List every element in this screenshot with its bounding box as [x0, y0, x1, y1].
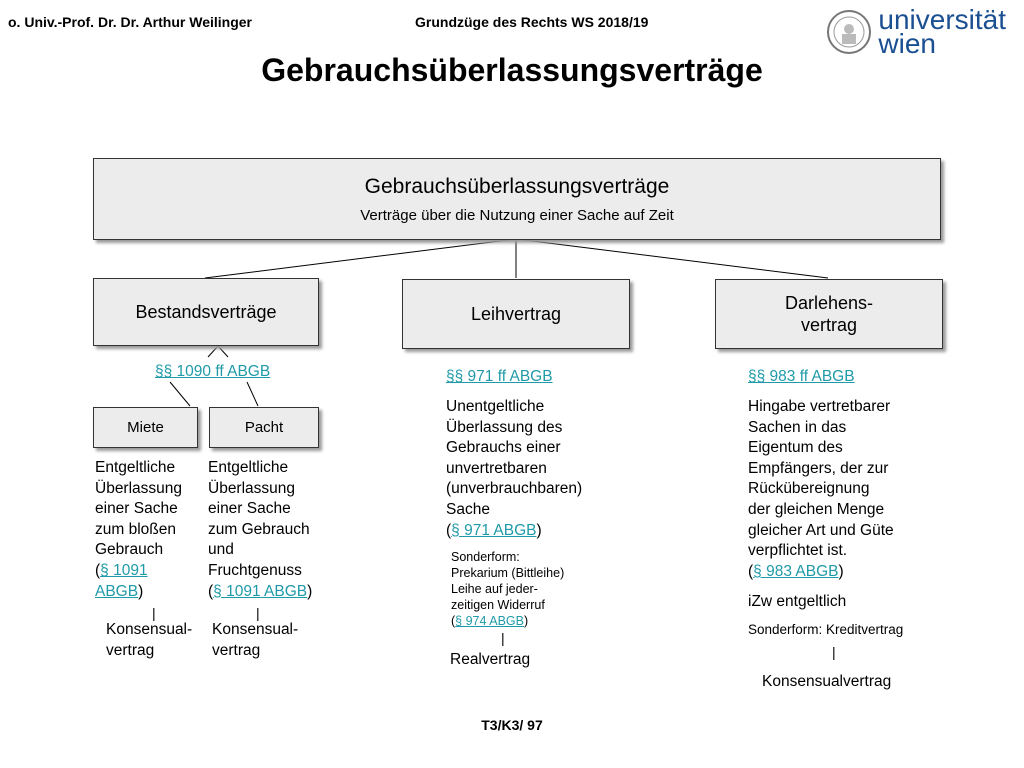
pacht-box: [209, 407, 319, 448]
paren-open: (: [208, 582, 214, 600]
paren-close: ): [307, 582, 313, 600]
leih-special-ref-link[interactable]: § 974 ABGB: [455, 614, 524, 628]
miete-desc-line: Überlassung: [95, 479, 183, 497]
darlehen-ref-link[interactable]: §§ 983 ff ABGB: [748, 368, 855, 385]
leih-special-line: Leihe auf jeder-: [451, 582, 538, 596]
wordmark-line1: universität: [878, 4, 1006, 35]
leih-special-line: Prekarium (Bittleihe): [451, 566, 565, 580]
pacht-ref-line: [208, 582, 312, 603]
darlehen-desc-line: der gleichen Menge: [748, 500, 885, 518]
darlehen-desc-line: Eigentum des: [748, 439, 843, 457]
pacht-desc-line: Entgeltliche: [208, 459, 289, 476]
course-title: Grundzüge des Rechts WS 2018/19: [415, 14, 649, 30]
leih-desc-line: Überlassung des: [446, 418, 563, 436]
pacht-desc-line: und: [208, 541, 234, 559]
paren-open: (: [748, 562, 754, 580]
leih-desc-line: unvertretbaren: [446, 459, 547, 477]
darlehen-desc-line: Sachen in das: [748, 418, 847, 436]
miete-desc-line: Gebrauch: [95, 541, 164, 559]
leih-desc-line: Gebrauchs einer: [446, 439, 561, 457]
paren-close: ): [838, 562, 844, 580]
pacht-desc-line: Fruchtgenuss: [208, 561, 302, 579]
leih-ref-line: [446, 521, 582, 542]
line-to-pacht: [247, 382, 258, 406]
leih-special-ref-line: [451, 613, 564, 629]
pacht-desc-line: einer Sache: [208, 500, 291, 518]
line-split-left: [208, 346, 218, 357]
pacht-connector-bar: |: [256, 605, 260, 621]
line-to-bestand: [205, 239, 516, 278]
leih-label: Leihvertrag: [470, 304, 562, 324]
pacht-contract-type: [212, 620, 298, 661]
leih-contract-type: Realvertrag: [450, 651, 531, 668]
paren-open: (: [95, 561, 101, 579]
leih-ref2-link[interactable]: § 971 ABGB: [451, 521, 537, 539]
pacht-ref-link[interactable]: § 1091 ABGB: [213, 582, 308, 600]
darlehen-desc-line: Hingabe vertretbarer: [748, 398, 891, 415]
darlehen-izw: iZw entgeltlich: [748, 593, 847, 610]
miete-type-line1: Konsensual-: [106, 621, 193, 638]
miete-label: Miete: [127, 419, 164, 436]
leih-desc-line: Sache: [446, 500, 490, 518]
leih-desc-line: (unverbrauchbaren): [446, 480, 583, 498]
leih-special-line: Sonderform:: [451, 550, 520, 564]
darlehen-desc-line: Rückübereignung: [748, 480, 870, 498]
miete-connector-bar: |: [152, 605, 156, 621]
darlehen-desc-line: gleicher Art und Güte: [748, 521, 894, 539]
leih-connector-bar: |: [501, 630, 505, 646]
miete-desc-line: einer Sache: [95, 500, 178, 518]
line-split-right: [218, 346, 228, 357]
darlehen-ref-line: [748, 562, 894, 583]
miete-box: [93, 407, 198, 448]
pacht-type-line2: vertrag: [212, 641, 261, 659]
darlehen-label-2: vertrag: [800, 315, 858, 335]
miete-type-line2: vertrag: [106, 641, 155, 659]
darlehen-label-1: Darlehens-: [784, 293, 874, 313]
miete-ref-line2: [95, 582, 182, 603]
miete-description: [95, 458, 182, 602]
miete-desc-line: zum bloßen: [95, 520, 176, 538]
miete-desc-line: Entgeltliche: [95, 459, 176, 476]
darlehen-connector-bar: |: [832, 644, 836, 660]
miete-ref-line1: [95, 561, 182, 582]
leih-description: [446, 397, 582, 541]
slide-title: Gebrauchsüberlassungsverträge: [261, 52, 763, 88]
root-subtitle: Verträge über die Nutzung einer Sache auf Zeit: [360, 206, 674, 224]
darlehen-ref2-link[interactable]: § 983 ABGB: [753, 562, 839, 580]
darlehen-description: [748, 397, 894, 582]
leih-box: [402, 279, 630, 349]
leih-special-form: [451, 549, 564, 629]
wordmark-line2: wien: [878, 28, 936, 59]
pacht-desc-line: Überlassung: [208, 479, 296, 497]
darlehen-desc-line: verpflichtet ist.: [748, 542, 848, 560]
miete-ref-link[interactable]: § 1091: [100, 561, 148, 579]
root-box: [93, 158, 941, 240]
bestand-label: Bestandsverträge: [135, 302, 277, 322]
miete-ref-link-cont[interactable]: ABGB: [95, 582, 139, 600]
leih-special-line: zeitigen Widerruf: [451, 598, 545, 612]
pacht-desc-line: zum Gebrauch: [208, 520, 310, 538]
pacht-label: Pacht: [244, 419, 284, 436]
line-to-miete: [170, 382, 190, 406]
paren-open: (: [446, 521, 452, 539]
darlehen-contract-type: Konsensualvertrag: [762, 673, 892, 690]
leih-desc-line: Unentgeltliche: [446, 398, 545, 415]
bestand-ref-link[interactable]: §§ 1090 ff ABGB: [155, 363, 271, 380]
darlehen-special-form: Sonderform: Kreditvertrag: [748, 622, 904, 637]
darlehen-desc-line: Empfängers, der zur: [748, 459, 889, 477]
pacht-description: [208, 458, 312, 602]
paren-close: ): [536, 521, 542, 539]
paren-close: ): [138, 582, 144, 600]
bestand-box: [93, 278, 319, 346]
line-to-darlehen: [516, 239, 828, 278]
paren-open: (: [451, 614, 456, 628]
darlehen-box: [715, 279, 943, 349]
slide-number: T3/K3/ 97: [481, 717, 543, 733]
author-name: o. Univ.-Prof. Dr. Dr. Arthur Weilinger: [8, 14, 252, 30]
miete-contract-type: [106, 620, 192, 661]
root-title: Gebrauchsüberlassungsverträge: [364, 174, 670, 198]
pacht-type-line1: Konsensual-: [212, 621, 299, 638]
paren-close: ): [523, 614, 529, 628]
leih-ref-link[interactable]: §§ 971 ff ABGB: [446, 368, 553, 385]
